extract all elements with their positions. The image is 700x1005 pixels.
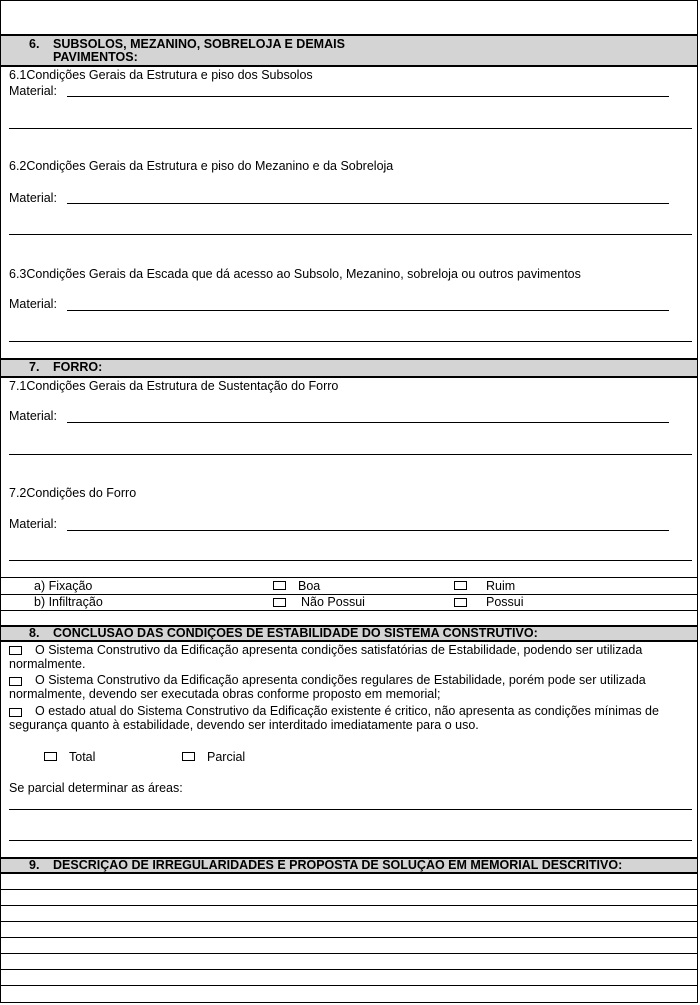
- row-b-nao-possui-checkbox[interactable]: [273, 598, 286, 607]
- item-7-1-material-label: Material:: [9, 409, 57, 423]
- item-6-2-material-field[interactable]: [67, 203, 669, 204]
- section-8-title: CONCLUSAO DAS CONDIÇOES DE ESTABILIDADE DO SISTEMA CONSTRUTIVO:: [53, 626, 538, 640]
- row-a-ruim-label: Ruim: [486, 579, 516, 593]
- row-b-label: b) Infiltração: [34, 595, 103, 609]
- areas-line[interactable]: [9, 809, 692, 810]
- item-6-1-title: 6.1Condições Gerais da Estrutura e piso dos Subsolos: [9, 68, 313, 82]
- row-a-boa-checkbox[interactable]: [273, 581, 286, 590]
- row-a-boa-label: Boa: [298, 579, 321, 593]
- parcial-checkbox[interactable]: [182, 752, 195, 761]
- section-9-number: 9.: [29, 858, 40, 872]
- total-label: Total: [69, 750, 96, 764]
- section-6-title-line1: SUBSOLOS, MEZANINO, SOBRELOJA E DEMAIS: [53, 37, 345, 51]
- section-7-title: FORRO:: [53, 360, 103, 374]
- item-6-3-extra-line[interactable]: [9, 341, 692, 342]
- item-6-3-material-field[interactable]: [67, 310, 669, 311]
- section-6-title-line2: PAVIMENTOS:: [53, 50, 138, 64]
- item-7-2-title: 7.2Condições do Forro: [9, 486, 137, 500]
- row-divider: [1, 610, 697, 611]
- item-7-1-material-field[interactable]: [67, 422, 669, 423]
- section-8-number: 8.: [29, 626, 40, 640]
- parcial-label: Parcial: [207, 750, 246, 764]
- item-6-1-material-label: Material:: [9, 84, 57, 98]
- section-6-number: 6.: [29, 37, 40, 51]
- item-7-2-material-label: Material:: [9, 517, 57, 531]
- row-a-ruim-checkbox[interactable]: [454, 581, 467, 590]
- areas-line[interactable]: [9, 840, 692, 841]
- item-6-1-extra-line[interactable]: [9, 128, 692, 129]
- memorial-line[interactable]: [1, 905, 697, 906]
- conclusion-satisfactory-text: O Sistema Construtivo da Edificação apresenta condições satisfatórias de Estabilidade, podendo ser utilizada normalmente.: [9, 643, 643, 671]
- item-7-1-extra-line[interactable]: [9, 454, 692, 455]
- item-6-3-material-label: Material:: [9, 297, 57, 311]
- item-6-3-title: 6.3Condições Gerais da Escada que dá acesso ao Subsolo, Mezanino, sobreloja ou outros pavimentos: [9, 267, 581, 281]
- item-6-2-extra-line[interactable]: [9, 234, 692, 235]
- item-7-1-title: 7.1Condições Gerais da Estrutura de Sustentação do Forro: [9, 379, 339, 393]
- memorial-line[interactable]: [1, 921, 697, 922]
- row-b-possui-label: Possui: [486, 595, 524, 609]
- item-6-2-title: 6.2Condições Gerais da Estrutura e piso do Mezanino e da Sobreloja: [9, 159, 394, 173]
- item-6-1-material-field[interactable]: [67, 96, 669, 97]
- conclusion-regular-text: O Sistema Construtivo da Edificação apresenta condições regulares de Estabilidade, porém pode ser utilizada normalmente, devendo ser executada obras conforme proposto em memorial;: [9, 673, 646, 701]
- row-b-possui-checkbox[interactable]: [454, 598, 467, 607]
- areas-label: Se parcial determinar as áreas:: [9, 781, 183, 795]
- row-divider: [1, 577, 697, 578]
- memorial-line[interactable]: [1, 953, 697, 954]
- memorial-line[interactable]: [1, 889, 697, 890]
- memorial-line[interactable]: [1, 985, 697, 986]
- item-6-2-material-label: Material:: [9, 191, 57, 205]
- row-b-nao-possui-label: Não Possui: [301, 595, 365, 609]
- section-7-header: [1, 358, 697, 378]
- conclusion-critical-text: O estado atual do Sistema Construtivo da Edificação existente é critico, não apresenta as condições mínimas de segurança quanto à estabilidade, devendo ser interditado imediatamente para o uso.: [9, 704, 659, 732]
- item-7-2-material-field[interactable]: [67, 530, 669, 531]
- item-7-2-extra-line[interactable]: [9, 560, 692, 561]
- section-9-title: DESCRIÇÃO DE IRREGULARIDADES E PROPOSTA DE SOLUÇÃO EM MEMORIAL DESCRITIVO:: [53, 858, 623, 872]
- total-checkbox[interactable]: [44, 752, 57, 761]
- memorial-line[interactable]: [1, 937, 697, 938]
- row-a-label: a) Fixação: [34, 579, 93, 593]
- memorial-line[interactable]: [1, 969, 697, 970]
- section-7-number: 7.: [29, 360, 40, 374]
